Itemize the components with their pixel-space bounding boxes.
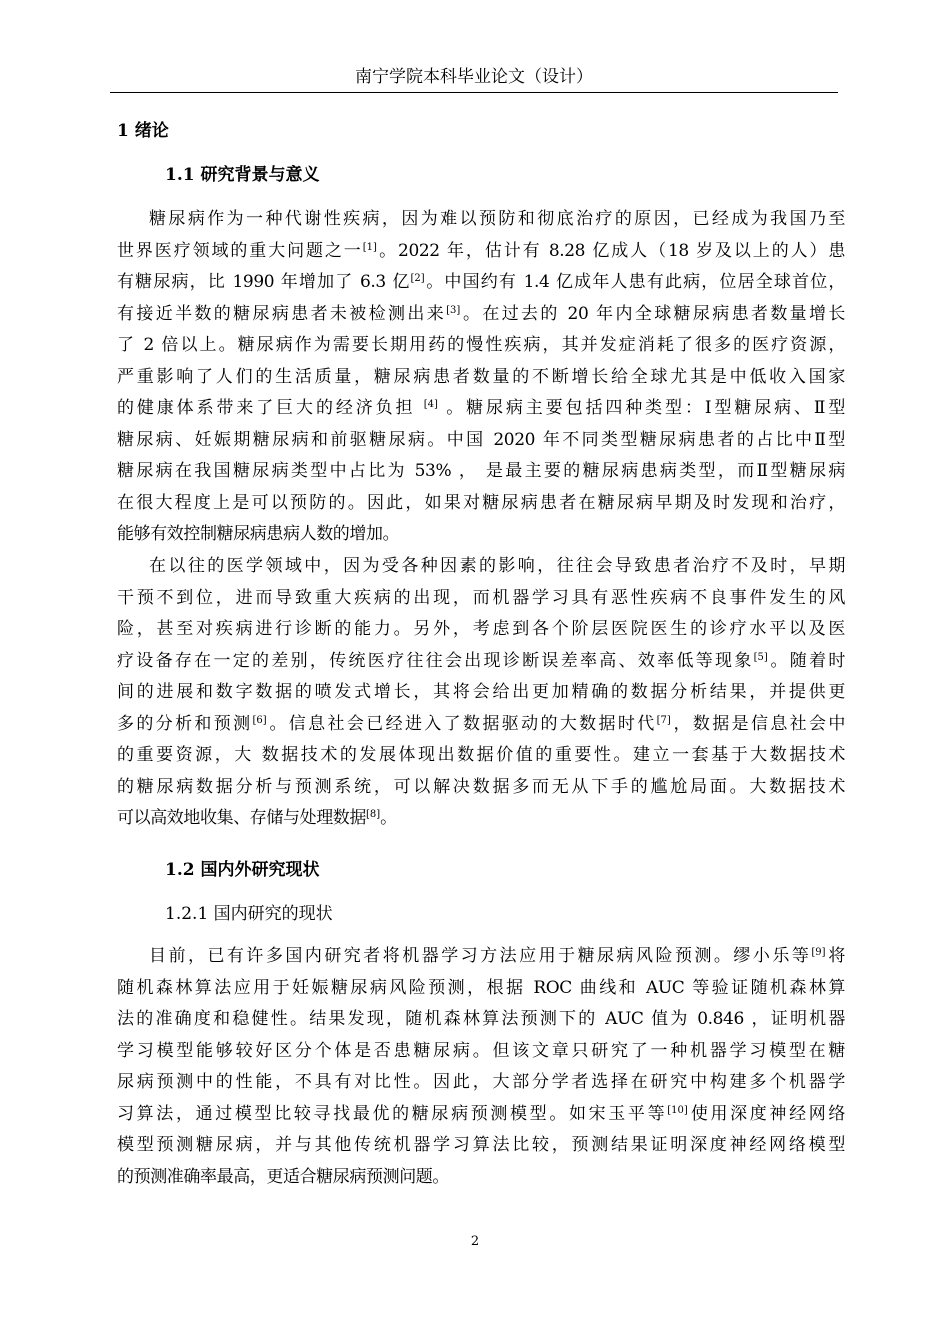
citation: [1] — [362, 241, 377, 253]
section-heading-1-1: 1.1 研究背景与意义 — [165, 165, 320, 185]
citation: [5] — [753, 651, 768, 663]
text-line: 学习模型能够较好区分个体是否患糖尿病。但该文章只研究了一种机器学习模型在糖 — [117, 1040, 845, 1061]
text-line: 了 2 倍以上。糖尿病作为需要长期用药的慢性疾病，其并发症消耗了很多的医疗资源， — [117, 335, 845, 355]
text-line: 的糖尿病数据分析与预测系统，可以解决数据多而无从下手的尴尬局面。大数据技术 — [117, 776, 845, 797]
citation: [2] — [410, 273, 425, 284]
text-line: 糖尿病、妊娠期糖尿病和前驱糖尿病。中国 2020 年不同类型糖尿病患者的占比中Ⅱ型 — [117, 429, 845, 450]
paragraph-background-1 — [117, 204, 845, 551]
text-line: 险，甚至对疾病进行诊断的能力。另外，考虑到各个阶层医院医生的诊疗水平以及医 — [117, 619, 845, 639]
citation: [6] — [252, 714, 267, 726]
text-line: 间的进展和数字数据的喷发式增长，其将会给出更加精确的数据分析结果，并提供更 — [117, 682, 845, 702]
text-line: 尿病预测中的性能，不具有对比性。因此，大部分学者选择在研究中构建多个机器学 — [117, 1072, 845, 1092]
header-rule — [110, 92, 838, 93]
text-line: 目前，已有许多国内研究者将机器学习方法应用于糖尿病风险预测。缪小乐等[9]将 — [149, 946, 845, 966]
chapter-heading: 1 绪论 — [117, 121, 169, 141]
text-line: 的健康体系带来了巨大的经济负担 [4] 。糖尿病主要包括四种类型：Ⅰ型糖尿病、Ⅱ型 — [117, 398, 845, 418]
section-heading-1-2: 1.2 国内外研究现状 — [165, 860, 320, 880]
text-line: 在以往的医学领域中，因为受各种因素的影响，往往会导致患者治疗不及时，早期 — [149, 556, 845, 576]
citation: [4] — [423, 399, 438, 410]
text-line: 随机森林算法应用于妊娠糖尿病风险预测，根据 ROC 曲线和 AUC 等验证随机森林算 — [117, 977, 845, 998]
citation: [3] — [446, 304, 461, 316]
text-line: 能够有效控制糖尿病患病人数的增加。 — [117, 524, 400, 544]
text-line: 习算法，通过模型比较寻找最优的糖尿病预测模型。如宋玉平等[10]使用深度神经网络 — [117, 1103, 845, 1124]
citation: [7] — [656, 714, 671, 726]
text-line: 世界医疗领域的重大问题之一[1]。2022 年，估计有 8.28 亿成人（18 岁及以上的人）患 — [117, 240, 845, 261]
subsection-heading-1-2-1: 1.2.1 国内研究的现状 — [165, 904, 333, 924]
text-line: 多的分析和预测[6]。信息社会已经进入了数据驱动的大数据时代[7]，数据是信息社会中 — [117, 713, 846, 734]
text-line: 可以高效地收集、存储与处理数据[8]。 — [117, 808, 397, 828]
text-line: 的预测准确率最高，更适合糖尿病预测问题。 — [117, 1166, 449, 1187]
text-line: 在很大程度上是可以预防的。因此，如果对糖尿病患者在糖尿病早期及时发现和治疗， — [117, 492, 845, 513]
running-header-title: 南宁学院本科毕业论文（设计） — [355, 67, 593, 87]
text-line: 的重要资源，大 数据技术的发展体现出数据价值的重要性。建立一套基于大数据技术 — [117, 745, 845, 765]
text-line: 疗设备存在一定的差别，传统医疗往往会出现诊断误差率高、效率低等现象[5]。随着时 — [117, 650, 845, 671]
page-number: 2 — [470, 1234, 480, 1249]
paragraph-background-2 — [117, 551, 845, 835]
citation: [9] — [811, 947, 826, 958]
text-line: 模型预测糖尿病，并与其他传统机器学习算法比较，预测结果证明深度神经网络模型 — [117, 1135, 845, 1155]
text-line: 干预不到位，进而导致重大疾病的出现，而机器学习具有恶性疾病不良事件发生的风 — [117, 587, 845, 608]
text-line: 有糖尿病，比 1990 年增加了 6.3 亿[2]。中国约有 1.4 亿成年人患有此病，位居全球首位， — [117, 272, 845, 292]
text-line: 有接近半数的糖尿病患者未被检测出来[3]。在过去的 20 年内全球糖尿病患者数量增长 — [117, 303, 845, 324]
paragraph-domestic-research — [117, 941, 845, 1193]
citation: [10] — [667, 1104, 688, 1116]
text-line: 糖尿病在我国糖尿病类型中占比为 53% ， 是最主要的糖尿病患病类型，而Ⅱ型糖尿病 — [117, 461, 845, 481]
text-line: 法的准确度和稳健性。结果发现，随机森林算法预测下的 AUC 值为 0.846 ，证明机器 — [117, 1009, 845, 1029]
citation: [8] — [366, 809, 381, 820]
text-line: 糖尿病作为一种代谢性疾病，因为难以预防和彻底治疗的原因，已经成为我国乃至 — [149, 209, 845, 229]
text-line: 严重影响了人们的生活质量，糖尿病患者数量的不断增长给全球尤其是中低收入国家 — [117, 366, 845, 387]
